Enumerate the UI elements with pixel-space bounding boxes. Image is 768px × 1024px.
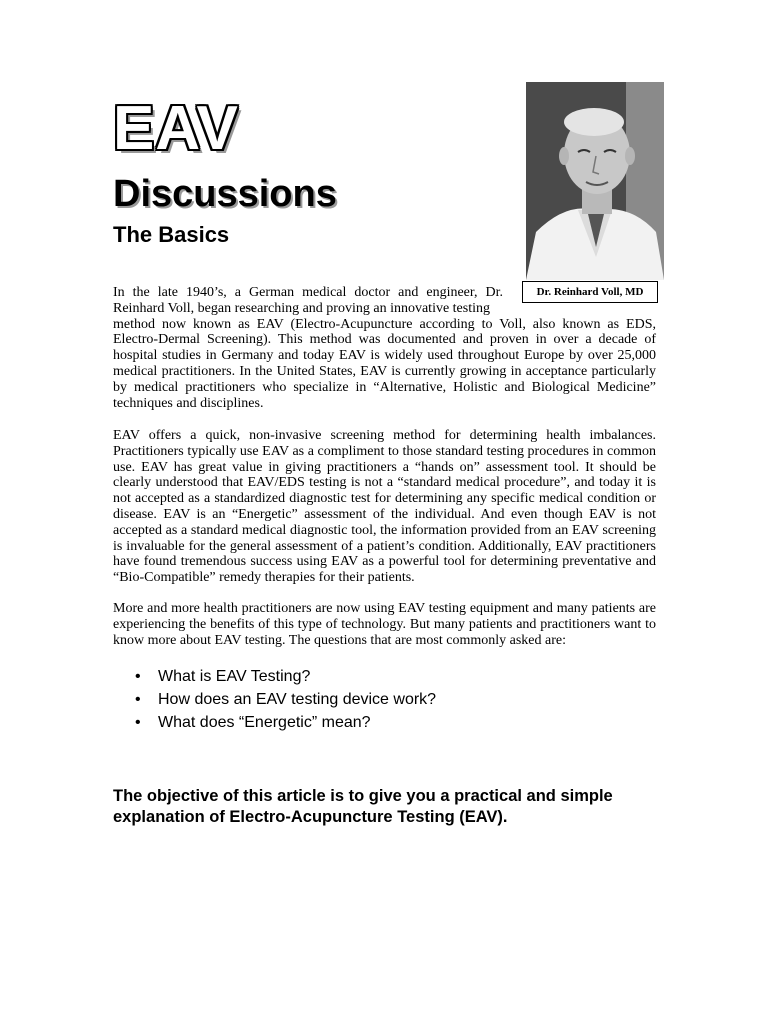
page-title: EAV bbox=[113, 94, 239, 163]
page-subtitle: Discussions bbox=[113, 173, 337, 215]
portrait-photo bbox=[526, 82, 664, 280]
section-tagline: The Basics bbox=[113, 222, 230, 247]
list-item: • What is EAV Testing? bbox=[113, 665, 436, 688]
questions-list bbox=[113, 665, 436, 734]
intro-paragraph-lead: In the late 1940’s, a German medical doctor and engineer, Dr. Reinhard Voll, began researching and proving an innovative testing bbox=[113, 285, 503, 316]
portrait-illustration bbox=[526, 82, 664, 280]
screening-paragraph: EAV offers a quick, non-invasive screening method for determining health imbalances. Practitioners typically use EAV as a compliment to those standard testing procedures in common use. EAV has great value in giving practitioners a “hands on” assessment tool. It should be clearly understood that EAV/EDS testing is not a “standard medical procedure”, and today it is not accepted as a standardized diagnostic test for determining any specific medical condition or disease. EAV is an “Energetic” assessment of the individual. And even though EAV is not accepted as a standard medical diagnostic tool, the information provided from an EAV screening is invaluable for the general assessment of a patient’s condition. Additionally, EAV practitioners have found tremendous success using EAV as a powerful tool for determining preventative and “Bio-Compatible” remedy therapies for their patients. bbox=[113, 428, 656, 586]
objective-statement: The objective of this article is to give you a practical and simple explanation of Electro-Acupuncture Testing (EAV). bbox=[113, 787, 613, 826]
list-item: • How does an EAV testing device work? bbox=[113, 688, 436, 711]
questions-intro-paragraph: More and more health practitioners are now using EAV testing equipment and many patients are experiencing the benefits of this type of technology. But many patients and practitioners want to know more about EAV testing. The questions that are most commonly asked are: bbox=[113, 601, 656, 648]
photo-caption: Dr. Reinhard Voll, MD bbox=[522, 281, 658, 303]
intro-paragraph bbox=[113, 285, 656, 411]
list-item: • What does “Energetic” mean? bbox=[113, 711, 436, 734]
intro-paragraph-rest: method now known as EAV (Electro-Acupuncture according to Voll, also known as EDS, Electro-Dermal Screening). This method was documented and proven in over a decade of hospital studies in Germany and today EAV is widely used throughout Europe by over 25,000 medical practitioners. In the United States, EAV is currently growing in acceptance particularly by medical practitioners who specialize in “Alternative, Holistic and Biological Medicine” techniques and disciplines. bbox=[113, 316, 656, 411]
